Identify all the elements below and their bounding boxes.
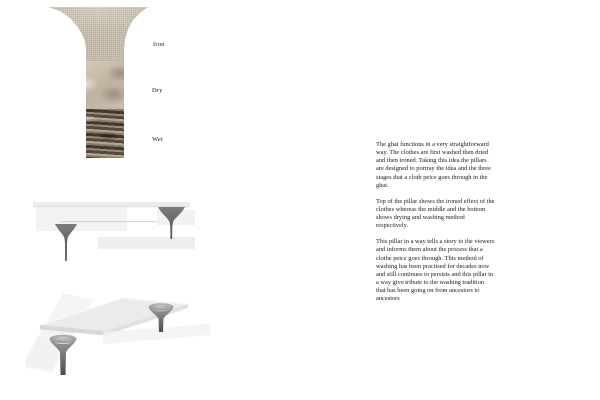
description-paragraph-1: The ghat functions in a very straightforward way. The clothes are first washed then dried and then ironed. Taking this idea the pillars are designed to portray the idea and the three stages that a cloth peice goes through in the ghat. — [376, 141, 491, 189]
stage-label-wet: Wet — [152, 136, 163, 143]
stage-label-iron: Iron — [153, 41, 165, 48]
funnel-top-left — [50, 335, 77, 343]
slab-lower — [98, 237, 195, 249]
stage-label-dry: Dry — [152, 87, 163, 94]
description-paragraph-2: Top of the pillar shows the ironed effect of the clothes whereas the middle and the bottom shows drying and washing method respectively. — [376, 197, 495, 230]
ironed-cloth-texture — [48, 7, 148, 61]
slab-main — [36, 207, 127, 231]
wet-cloth-texture — [48, 109, 148, 158]
slab-strip — [33, 202, 190, 207]
fabric-funnel-collage — [48, 7, 148, 158]
render-front-elevation — [30, 198, 200, 268]
description-paragraph-3: This pillar in a way tells a story to the viewers and informs them about the process that a clothe peice goes through. This method of washing has been practised for decades now and still continues to persists and this pillar in a way give tribute to the washing tradition that has been going on from ancestors to ancestors — [376, 238, 495, 303]
description-text — [376, 141, 495, 311]
render-perspective-view — [25, 288, 215, 388]
dry-cloth-texture — [48, 61, 148, 109]
funnel-top-right — [149, 303, 174, 311]
